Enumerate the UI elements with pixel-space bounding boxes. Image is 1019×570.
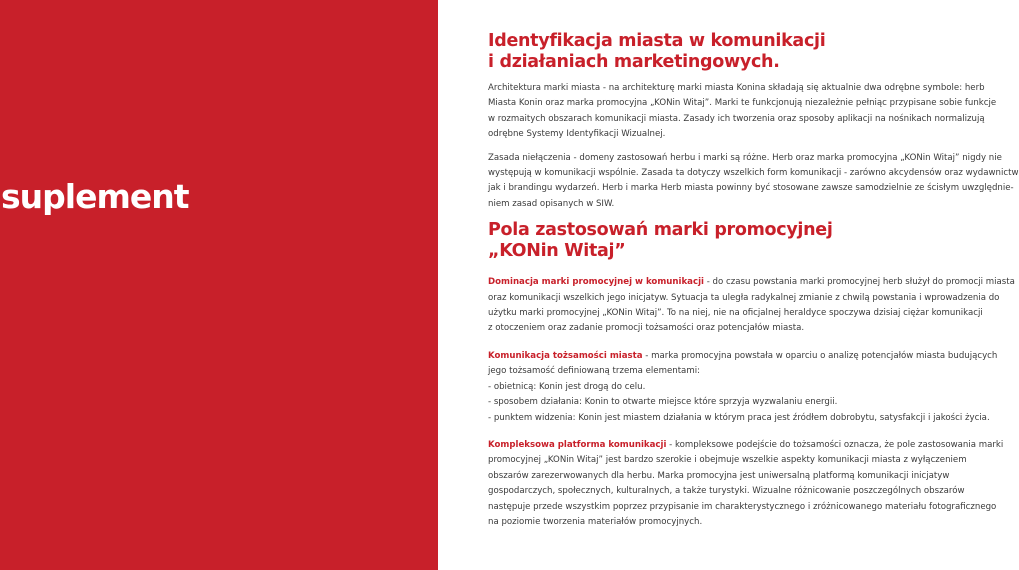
text-line: następuje przede wszystkim poprzez przypisanie im charakterystycznego i zróżnicowanego materiału fotograficznego — [488, 501, 997, 512]
text-span: - marka promocyjna powstała w oparciu o analizę potencjałów miasta budujących — [642, 350, 998, 361]
text-line: jak i brandingu wydarzeń. Herb i marka Herb miasta powinny być stosowane zawsze samodzielnie ze ścisłym uwzględnie- — [488, 183, 1014, 194]
text-line: niem zasad opisanych w SIW. — [488, 198, 615, 209]
list-item: - obietnicą: Konin jest drogą do celu. — [488, 381, 646, 392]
text-line: występują w komunikacji wspólnie. Zasada ta dotyczy wszelkich form komunikacji - zarówno akcydensów oraz wydawnictw — [488, 168, 1019, 179]
text-line: Zasada niełączenia - domeny zastosowań herbu i marki są różne. Herb oraz marka promocyjna „KONin Witaj” nigdy nie — [488, 152, 1002, 163]
text-line — [488, 349, 998, 364]
title-line: Identyfikacja miasta w komunikacji — [488, 31, 826, 51]
separation-rule-paragraph — [488, 151, 1019, 213]
dominance-paragraph — [488, 275, 1015, 337]
title-line: Pola zastosowań marki promocyjnej — [488, 220, 833, 241]
section-title-identification — [488, 31, 958, 73]
architecture-paragraph — [488, 81, 997, 143]
text-line: jego tożsamość definiowaną trzema elementami: — [488, 366, 700, 377]
title-line: i działaniach marketingowych. — [488, 52, 780, 72]
identity-paragraph — [488, 349, 998, 426]
text-line — [488, 438, 1004, 453]
text-line: Miasta Konin oraz marka promocyjna „KONin Witaj”. Marki te funkcjonują niezależnie pełniąc przypisane sobie funkcje — [488, 98, 997, 109]
title-line: „KONin Witaj” — [488, 241, 626, 262]
platform-paragraph — [488, 438, 1004, 530]
text-line: na poziomie tworzenia materiałów promocyjnych. — [488, 516, 703, 527]
paragraph-lead: Kompleksowa platforma komunikacji — [488, 439, 667, 450]
text-span: - kompleksowe podejście do tożsamości oznacza, że pole zastosowania marki — [666, 439, 1004, 450]
red-side-panel — [0, 0, 438, 570]
text-line: oraz komunikacji wszelkich jego inicjatyw. Sytuacja ta uległa radykalnej zmianie z chwilą powstania i wprowadzenia do — [488, 292, 1000, 303]
main-content — [488, 31, 1019, 530]
text-line: odrębne Systemy Identyfikacji Wizualnej. — [488, 129, 666, 140]
paragraph-lead: Dominacja marki promocyjnej w komunikacji — [488, 277, 704, 288]
paragraph-lead: Komunikacja tożsamości miasta — [488, 350, 643, 361]
text-line: gospodarczych, społecznych, kulturalnych, a także turystyki. Wizualne różnicowanie poszczególnych obszarów — [488, 486, 965, 497]
text-line: promocyjnej „KONin Witaj” jest bardzo szerokie i obejmuje wszelkie aspekty komunikacji miasta z wyłączeniem — [488, 455, 967, 466]
supplement-label: suplement — [1, 177, 189, 216]
text-line: użytku marki promocyjnej „KONin Witaj”. To na niej, nie na oficjalnej heraldyce spoczywa dzisiaj ciężar komunikacji — [488, 308, 983, 319]
text-line: w rozmaitych obszarach komunikacji miasta. Zasady ich tworzenia oraz sposoby aplikacji na nośnikach normalizują — [488, 113, 985, 124]
text-line — [488, 275, 1015, 290]
section-title-brand-fields — [488, 220, 958, 262]
list-item: - punktem widzenia: Konin jest miastem działania w którym praca jest źródłem dobrobytu, satysfakcji i jakości życia. — [488, 412, 990, 423]
text-line: z otoczeniem oraz zadanie promocji tożsamości oraz potencjałów miasta. — [488, 323, 805, 334]
text-line: obszarów zarezerwowanych dla herbu. Marka promocyjna jest uniwersalną platformą komunikacji inicjatyw — [488, 470, 950, 481]
text-span: - do czasu powstania marki promocyjnej herb służył do promocji miasta — [703, 277, 1015, 288]
list-item: - sposobem działania: Konin to otwarte miejsce które sprzyja wyzwalaniu energii. — [488, 397, 838, 408]
text-line: Architektura marki miasta - na architekturę marki miasta Konina składają się aktualnie dwa odrębne symbole: herb — [488, 83, 985, 93]
